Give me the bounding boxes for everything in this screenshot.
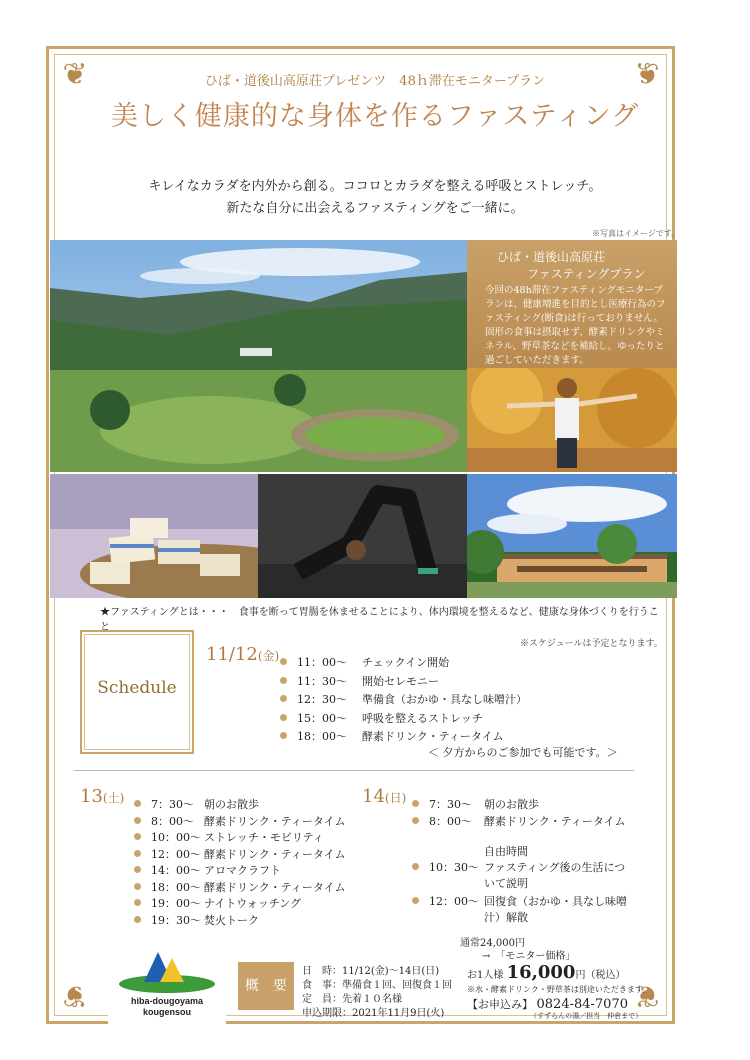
lodge-building-photo	[467, 474, 677, 598]
price-unit: 円（税込）	[575, 970, 626, 981]
price-note: ※水・酵素ドリンク・野草茶は別途いただきます。	[467, 985, 651, 994]
price-arrow: →	[482, 951, 491, 962]
schedule-row	[412, 813, 626, 829]
bullet-icon	[280, 732, 287, 739]
schedule-activity: 焚火トーク	[204, 913, 259, 927]
info-capacity: 定 員：先着１０名様	[302, 994, 402, 1005]
schedule-time: 12：30～	[297, 693, 347, 706]
schedule-activity: 酵素ドリンク・ティータイム	[204, 847, 346, 861]
schedule-activity: 呼吸を整えるストレッチ	[362, 711, 483, 725]
schedule-row	[280, 654, 450, 670]
bullet-icon	[134, 850, 141, 857]
day1-date	[206, 644, 279, 665]
price-regular: 通常24,000円	[460, 938, 525, 949]
plan-heading-1: ひば・道後山高原荘	[497, 250, 606, 264]
schedule-time: 19：00～	[151, 897, 201, 910]
schedule-time: 11：30～	[297, 674, 347, 688]
schedule-activity: 開始セレモニー	[362, 674, 439, 688]
schedule-row	[280, 691, 527, 707]
day3-weekday: (日)	[384, 791, 407, 805]
fasting-definition-caption: ★ファスティングとは・・・ 食事を断って胃腸を休ませることにより、体内環境を整えるなど、健康な身体づくりを行うこと	[100, 607, 659, 633]
schedule-row	[412, 796, 539, 812]
schedule-activity: 回復食（おかゆ・具なし味噌汁）解散	[484, 894, 627, 924]
ornament-top-left-icon: ❦	[62, 57, 88, 92]
schedule-row	[134, 813, 346, 829]
schedule-time: 8：00～	[429, 814, 472, 828]
schedule-activity: 朝のお散歩	[204, 798, 259, 811]
bullet-icon	[134, 800, 141, 807]
schedule-time: 8：00～	[151, 814, 194, 828]
schedule-row	[134, 912, 259, 928]
schedule-time: 10：00～	[151, 831, 201, 844]
bullet-icon	[280, 658, 287, 665]
schedule-activity: チェックイン開始	[362, 656, 450, 669]
woman-outdoors-photo	[467, 368, 677, 472]
schedule-activity: ストレッチ・モビリティ	[204, 831, 324, 844]
schedule-row	[134, 879, 346, 895]
schedule-activity: 酵素ドリンク・ティータイム	[484, 814, 626, 828]
schedule-row	[412, 843, 528, 858]
schedule-time: 15：00～	[297, 711, 347, 725]
info-dates: 日 時：11/12(金)～14日(日)	[302, 966, 440, 977]
plan-body: 今回の48h滞在ファスティングモニタープランは、健康増進を目的とし医療行為のファスティング(断食)は行っておりません。固形の食事は摂取せず、酵素ドリンクやミネラル、野草茶などを補給し、ゆったりと過ごしていただきます。	[485, 285, 666, 366]
schedule-row	[412, 893, 627, 924]
schedule-activity: ナイトウォッチング	[204, 897, 302, 910]
day1-footnote: ＜ 夕方からのご参加でも可能です。＞	[428, 746, 618, 759]
bullet-icon	[280, 714, 287, 721]
schedule-time: 19：30～	[151, 913, 201, 927]
schedule-time: 12：00～	[151, 847, 201, 861]
bullet-icon	[280, 677, 287, 684]
schedule-activity: 酵素ドリンク・ティータイム	[204, 880, 346, 894]
yoga-pose-photo	[258, 474, 467, 598]
schedule-row	[280, 710, 483, 726]
schedule-divider	[74, 770, 634, 771]
contact-label: 【お申込み】	[467, 998, 533, 1011]
schedule-label: Schedule	[97, 678, 177, 698]
bullet-icon	[412, 863, 419, 870]
schedule-row	[280, 673, 439, 689]
schedule-row	[134, 862, 281, 878]
plan-heading-2: ファスティングプラン	[527, 267, 646, 281]
bullet-icon	[134, 866, 141, 873]
schedule-activity: アロマクラフト	[204, 864, 281, 877]
schedule-time: 11：00～	[297, 656, 347, 669]
intro-text	[0, 176, 750, 220]
intro-line-1: キレイなカラダを内外から創る。ココロとカラダを整える呼吸とストレッチ。	[148, 179, 602, 194]
day3-date-text: 14	[362, 786, 385, 807]
schedule-time: 7：30～	[151, 798, 194, 811]
schedule-row	[134, 895, 302, 911]
schedule-activity: 自由時間	[484, 844, 528, 858]
soap-bars-photo	[50, 474, 258, 598]
schedule-row	[134, 796, 259, 812]
bullet-icon	[134, 916, 141, 923]
overview-label: 概 要	[238, 962, 294, 1010]
plan-description-box	[467, 240, 677, 368]
info-deadline: 申込期限：2021年11月9日(火)	[302, 1008, 445, 1019]
contact-line	[467, 996, 628, 1012]
bullet-icon	[134, 883, 141, 890]
schedule-row	[134, 846, 346, 862]
schedule-time: 12：00～	[429, 894, 479, 908]
schedule-row	[134, 829, 324, 845]
schedule-activity: 酵素ドリンク・ティータイム	[204, 814, 346, 828]
info-meals: 食 事：準備食１回、回復食１回	[302, 980, 452, 991]
day3-date	[362, 786, 406, 807]
schedule-activity: ファスティング後の生活について説明	[484, 860, 626, 890]
bullet-icon	[134, 899, 141, 906]
aerial-landscape-photo	[50, 240, 467, 472]
contact-phone: 0824-84-7070	[536, 997, 628, 1012]
schedule-time: 10：30～	[429, 860, 479, 874]
price-value: 16,000	[506, 962, 576, 983]
intro-line-2: 新たな自分に出会えるファスティングをご一緒に。	[226, 201, 524, 216]
price-arrow-line	[482, 947, 575, 962]
bullet-icon	[412, 817, 419, 824]
logo-text-1: hiba-dougoyama	[130, 996, 203, 1006]
lodge-logo	[108, 940, 226, 1024]
schedule-activity: 準備食（おかゆ・具なし味噌汁）	[362, 693, 527, 706]
price-monitor: 「モニター価格」	[500, 951, 576, 962]
day1-weekday: (金)	[257, 649, 280, 663]
ornament-bottom-right-icon: ❦	[634, 978, 660, 1013]
logo-text-2: kougensou	[142, 1007, 191, 1017]
schedule-time: 7：30～	[429, 798, 472, 811]
day2-weekday: (土)	[102, 791, 125, 805]
page-title: 美しく健康的な身体を作るファスティング	[110, 101, 640, 132]
photo-note: ※写真はイメージです。	[592, 229, 680, 238]
schedule-activity: 朝のお散歩	[484, 798, 539, 811]
schedule-row	[280, 728, 504, 744]
day2-date-text: 13	[80, 786, 103, 807]
schedule-activity: 酵素ドリンク・ティータイム	[362, 730, 504, 743]
bullet-icon	[412, 897, 419, 904]
schedule-row	[412, 859, 626, 890]
day2-date	[80, 786, 124, 807]
schedule-note: ※スケジュールは予定となります。	[520, 639, 663, 649]
schedule-time: 14：00～	[151, 864, 201, 877]
contact-note: （すずらんの湯／担当 仲倉まで）	[530, 1012, 643, 1020]
bullet-icon	[412, 800, 419, 807]
bullet-icon	[134, 833, 141, 840]
bullet-icon	[134, 817, 141, 824]
ornament-bottom-left-icon: ❦	[62, 978, 88, 1013]
header-subtitle: ひば・道後山高原荘プレゼンツ 48ｈ滞在モニタープラン	[204, 74, 546, 89]
bullet-icon	[280, 695, 287, 702]
price-prefix: お1人様	[467, 970, 504, 981]
schedule-time: 18：00～	[297, 730, 347, 743]
price-line	[467, 962, 625, 983]
schedule-time: 18：00～	[151, 880, 201, 894]
day1-date-text: 11/12	[206, 644, 258, 665]
ornament-top-right-icon: ❦	[634, 57, 660, 92]
